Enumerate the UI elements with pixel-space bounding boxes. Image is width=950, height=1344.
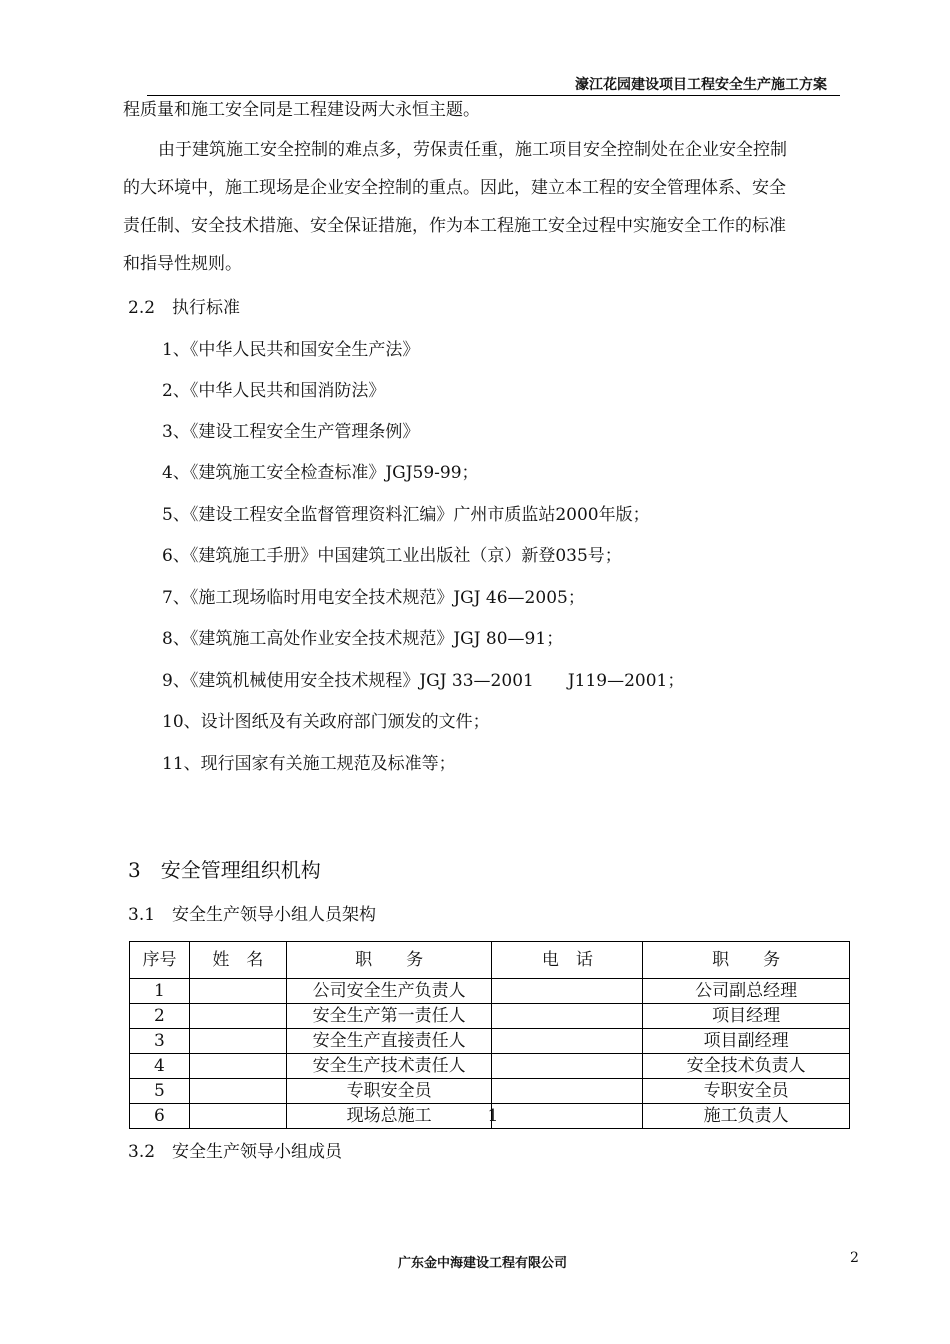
cell-name <box>189 1029 286 1054</box>
table-row <box>130 979 850 1004</box>
cell-phone <box>492 1079 643 1104</box>
standard-item: 6、《建筑施工手册》中国建筑工业出版社（京）新登035号； <box>162 546 622 566</box>
section-3-2-heading: 3.2 安全生产领导小组成员 <box>128 1142 343 1162</box>
standard-item: 3、《建设工程安全生产管理条例》 <box>162 422 420 442</box>
column-header-role: 职 务 <box>286 942 492 979</box>
section-2-2-heading: 2.2 执行标准 <box>128 298 241 318</box>
column-header-phone: 电 话 <box>492 942 643 979</box>
cell-position: 项目经理 <box>643 1004 850 1029</box>
cell-position: 专职安全员 <box>643 1079 850 1104</box>
cell-name <box>189 1004 286 1029</box>
cell-name <box>189 979 286 1004</box>
table-row <box>130 1029 850 1054</box>
column-header-no: 序号 <box>130 942 190 979</box>
cell-no: 3 <box>130 1029 190 1054</box>
cell-phone <box>492 1054 643 1079</box>
cell-no: 6 <box>130 1104 190 1129</box>
section-3-1-heading: 3.1 安全生产领导小组人员架构 <box>128 905 377 925</box>
cell-name <box>189 1079 286 1104</box>
cell-position: 项目副经理 <box>643 1029 850 1054</box>
footer-company-name: 广东金中海建设工程有限公司 <box>398 1256 568 1271</box>
cell-role: 专职安全员 <box>286 1079 492 1104</box>
paragraph-2-line-2: 的大环境中，施工现场是企业安全控制的重点。因此，建立本工程的安全管理体系、安全 <box>123 178 786 198</box>
table-row <box>130 1079 850 1104</box>
cell-role: 安全生产第一责任人 <box>286 1004 492 1029</box>
safety-team-table <box>129 941 850 1129</box>
standard-item: 2、《中华人民共和国消防法》 <box>162 381 386 401</box>
standard-item: 11、现行国家有关施工规范及标准等； <box>162 754 456 774</box>
cell-phone <box>492 1004 643 1029</box>
cell-role: 安全生产直接责任人 <box>286 1029 492 1054</box>
paragraph-2-line-4: 和指导性规则。 <box>123 254 242 274</box>
standard-item: 10、设计图纸及有关政府部门颁发的文件； <box>162 712 490 732</box>
cell-role: 现场总施工 <box>286 1104 492 1129</box>
standard-item: 9、《建筑机械使用安全技术规程》JGJ 33—2001 J119—2001； <box>162 671 685 691</box>
cell-position: 公司副总经理 <box>643 979 850 1004</box>
cell-no: 2 <box>130 1004 190 1029</box>
cell-phone <box>492 979 643 1004</box>
column-header-name: 姓 名 <box>189 942 286 979</box>
cell-name <box>189 1054 286 1079</box>
cell-position: 安全技术负责人 <box>643 1054 850 1079</box>
column-header-position: 职 务 <box>643 942 850 979</box>
document-header-title: 濠江花园建设项目工程安全生产施工方案 <box>575 77 827 93</box>
standard-item: 1、《中华人民共和国安全生产法》 <box>162 340 420 360</box>
paragraph-2-line-1: 由于建筑施工安全控制的难点多，劳保责任重，施工项目安全控制处在企业安全控制 <box>158 140 787 160</box>
table-header-row <box>130 942 850 979</box>
table-row <box>130 1054 850 1079</box>
cell-role: 安全生产技术责任人 <box>286 1054 492 1079</box>
standard-item: 7、《施工现场临时用电安全技术规范》JGJ 46—2005； <box>162 588 585 608</box>
table-row <box>130 1104 850 1129</box>
standard-item: 4、《建筑施工安全检查标准》JGJ59-99； <box>162 463 479 483</box>
standard-item: 5、《建设工程安全监督管理资料汇编》广州市质监站2000年版； <box>162 505 650 525</box>
table-row <box>130 1004 850 1029</box>
paragraph-2-line-3: 责任制、安全技术措施、安全保证措施，作为本工程施工安全过程中实施安全工作的标准 <box>123 216 786 236</box>
cell-no: 1 <box>130 979 190 1004</box>
header-divider <box>147 95 840 96</box>
paragraph-1: 程质量和施工安全同是工程建设两大永恒主题。 <box>123 100 480 120</box>
cell-phone <box>492 1029 643 1054</box>
section-3-heading: 3 安全管理组织机构 <box>128 858 321 882</box>
page-number: 2 <box>850 1250 859 1266</box>
cell-name <box>189 1104 286 1129</box>
cell-phone-mark: 1 <box>487 1106 499 1126</box>
cell-role: 公司安全生产负责人 <box>286 979 492 1004</box>
cell-no: 4 <box>130 1054 190 1079</box>
standard-item: 8、《建筑施工高处作业安全技术规范》JGJ 80—91； <box>162 629 564 649</box>
cell-phone <box>487 1104 643 1129</box>
cell-no: 5 <box>130 1079 190 1104</box>
cell-position: 施工负责人 <box>643 1104 850 1129</box>
